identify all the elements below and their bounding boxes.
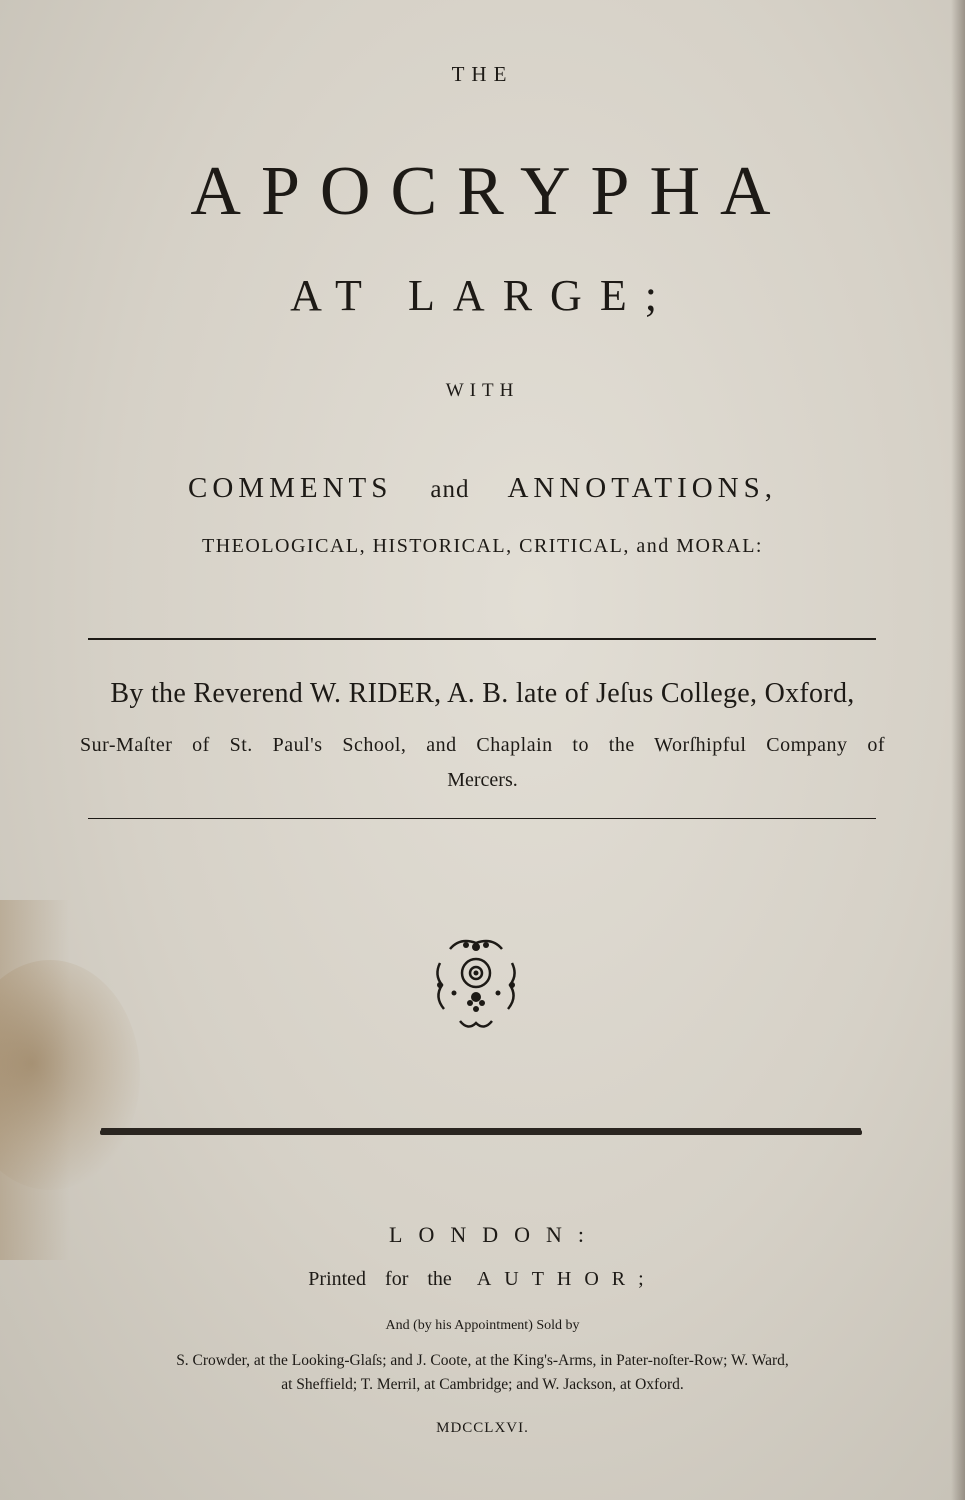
imprint-printed-for: Printed for the [308, 1268, 452, 1290]
imprint-year: MDCCLXVI. [436, 1420, 529, 1436]
imprint-printed-line [0, 1268, 965, 1291]
title-annotations: ANNOTATIONS, [507, 472, 777, 504]
author-position-end: Mercers. [447, 769, 518, 791]
imprint-sold-by: And (by his Appointment) Sold by [385, 1318, 580, 1333]
imprint-sellers-line1: S. Crowder, at the Looking-Glaſs; and J. Coote, at the King's-Arms, in Pater-noſter-Row; W. Ward, [176, 1352, 789, 1369]
author-position: Sur-Maſter of St. Paul's School, and Chaplain to the Worſhipful Company of [80, 734, 885, 756]
title-comments-line [0, 472, 965, 505]
rule-top [88, 638, 876, 640]
title-comments: COMMENTS [188, 472, 393, 504]
rule-middle [88, 818, 876, 819]
subtitle: THEOLOGICAL, HISTORICAL, CRITICAL, and MORAL: [202, 535, 763, 557]
main-title-line2: AT LARGE; [290, 271, 675, 320]
imprint-author: AUTHOR; [476, 1268, 657, 1290]
printer-ornament-icon [430, 935, 522, 1035]
author-byline: By the Reverend W. RIDER, A. B. late of Jeſus College, Oxford, [110, 678, 855, 709]
title-and: and [430, 476, 470, 503]
title-article: THE [451, 62, 514, 86]
title-with: WITH [445, 380, 520, 401]
imprint-city: LONDON: [389, 1222, 600, 1247]
edge-stain [0, 900, 70, 1260]
rule-bottom [100, 1130, 862, 1135]
imprint-sellers-line2: at Sheffield; T. Merril, at Cambridge; and W. Jackson, at Oxford. [281, 1376, 684, 1393]
main-title: APOCRYPHA [190, 153, 791, 230]
